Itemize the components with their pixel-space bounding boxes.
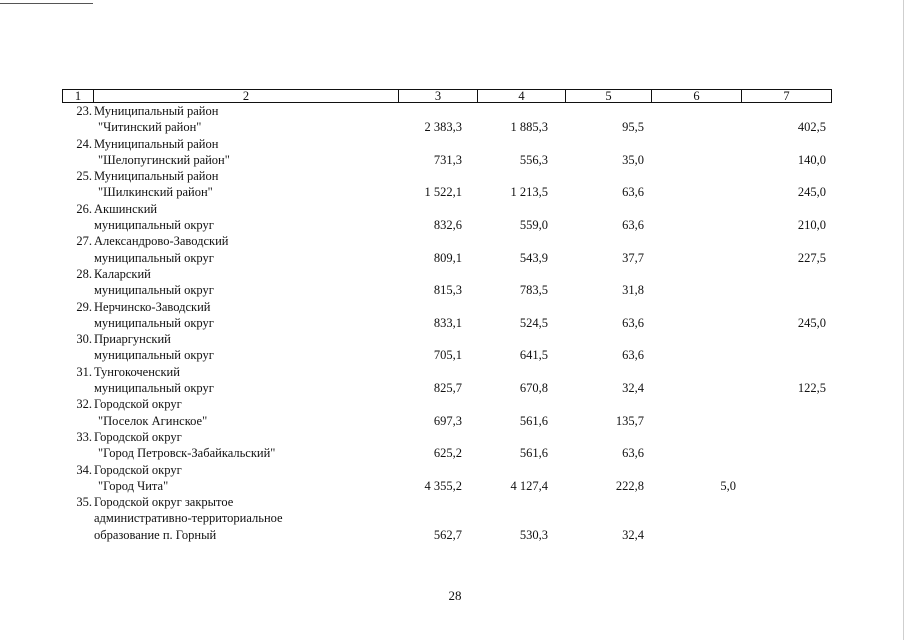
cell-col-3: 825,7 xyxy=(433,381,462,396)
row-name-line1: Городской округ xyxy=(94,429,182,444)
cell-col-7: 210,0 xyxy=(797,218,826,233)
row-number: 32. xyxy=(76,397,92,412)
cell-col-4: 561,6 xyxy=(519,413,548,428)
page-edge xyxy=(903,0,904,640)
row-name-line2: муниципальный округ xyxy=(94,250,214,265)
header-col-7: 7 xyxy=(741,90,831,102)
cell-col-4: 556,3 xyxy=(519,152,548,167)
row-name-line1: Приаргунский xyxy=(94,332,171,347)
header-col-6: 6 xyxy=(651,90,741,102)
cell-col-5: 63,6 xyxy=(622,315,644,330)
row-number: 33. xyxy=(76,429,92,444)
cell-col-3: 2 383,3 xyxy=(424,120,462,135)
table-row xyxy=(62,201,832,234)
row-number: 25. xyxy=(76,169,92,184)
table-row xyxy=(62,331,832,364)
row-name-line1: Городской округ xyxy=(94,397,182,412)
table-row xyxy=(62,266,832,299)
cell-col-4: 783,5 xyxy=(519,283,548,298)
budget-table xyxy=(62,89,832,543)
table-row xyxy=(62,462,832,495)
cell-col-5: 63,6 xyxy=(622,185,644,200)
cell-col-3: 562,7 xyxy=(433,527,462,542)
table-row xyxy=(62,299,832,332)
cell-col-3: 833,1 xyxy=(433,315,462,330)
page-number: 28 xyxy=(448,588,462,603)
row-name-line2: муниципальный округ xyxy=(94,283,214,298)
row-number: 35. xyxy=(76,495,92,510)
row-name-line2: муниципальный округ xyxy=(94,381,214,396)
row-name-line2: административно-территориальное xyxy=(94,511,283,526)
table-row xyxy=(62,429,832,462)
row-name-line1: Акшинский xyxy=(94,201,158,216)
cell-col-4: 559,0 xyxy=(519,218,548,233)
cell-col-7: 122,5 xyxy=(797,381,826,396)
row-name-line2: "Город Чита" xyxy=(98,478,169,493)
cell-col-4: 543,9 xyxy=(519,250,548,265)
row-name-line2: "Шелопугинский район" xyxy=(98,152,230,167)
cell-col-5: 37,7 xyxy=(622,250,644,265)
table-row xyxy=(62,168,832,201)
header-col-1: 1 xyxy=(74,89,82,103)
row-number: 28. xyxy=(76,266,92,281)
cell-col-7: 245,0 xyxy=(797,185,826,200)
table-row xyxy=(62,233,832,266)
row-number: 24. xyxy=(76,136,92,151)
row-name-line2: муниципальный округ xyxy=(94,218,214,233)
row-name-line1: Муниципальный район xyxy=(94,104,219,118)
cell-col-7: 140,0 xyxy=(797,152,826,167)
header-col-5: 5 xyxy=(565,90,651,102)
row-name-line2: муниципальный округ xyxy=(94,315,214,330)
row-name-line2: "Читинский район" xyxy=(98,120,202,135)
cell-col-5: 222,8 xyxy=(615,478,644,493)
row-name-line1: Муниципальный район xyxy=(94,169,219,184)
row-name-line3: образование п. Горный xyxy=(94,527,217,542)
table-body xyxy=(62,103,832,543)
top-rule xyxy=(0,3,93,4)
row-name-line1: Муниципальный район xyxy=(94,136,219,151)
row-number: 29. xyxy=(76,299,92,314)
cell-col-7: 402,5 xyxy=(797,120,826,135)
row-number: 23. xyxy=(76,104,92,118)
row-name-line2: "Город Петровск-Забайкальский" xyxy=(98,446,276,461)
cell-col-5: 63,6 xyxy=(622,446,644,461)
row-number: 31. xyxy=(76,364,92,379)
cell-col-4: 670,8 xyxy=(519,381,548,396)
cell-col-7: 227,5 xyxy=(797,250,826,265)
header-col-2: 2 xyxy=(93,90,398,102)
row-name-line1: Каларский xyxy=(94,266,151,281)
cell-col-4: 1 885,3 xyxy=(510,120,548,135)
cell-col-3: 4 355,2 xyxy=(424,478,462,493)
row-number: 26. xyxy=(76,201,92,216)
row-name-line2: муниципальный округ xyxy=(94,348,214,363)
row-name-line1: Тунгокоченский xyxy=(94,364,180,379)
table-row xyxy=(62,136,832,169)
cell-col-4: 1 213,5 xyxy=(510,185,548,200)
table-row xyxy=(62,364,832,397)
cell-col-3: 815,3 xyxy=(433,283,462,298)
cell-col-4: 4 127,4 xyxy=(510,478,548,493)
cell-col-4: 530,3 xyxy=(519,527,548,542)
header-col-3: 3 xyxy=(398,90,477,102)
cell-col-5: 63,6 xyxy=(622,218,644,233)
cell-col-3: 697,3 xyxy=(433,413,462,428)
cell-col-4: 641,5 xyxy=(519,348,548,363)
cell-col-5: 31,8 xyxy=(622,283,644,298)
cell-col-7: 245,0 xyxy=(797,315,826,330)
row-name-line2: "Поселок Агинское" xyxy=(98,413,208,428)
table-row xyxy=(62,494,832,543)
cell-col-3: 809,1 xyxy=(433,250,462,265)
cell-col-5: 35,0 xyxy=(622,152,644,167)
table-header xyxy=(62,89,832,103)
row-number: 34. xyxy=(76,462,92,477)
cell-col-4: 561,6 xyxy=(519,446,548,461)
header-col-4: 4 xyxy=(477,90,565,102)
cell-col-5: 32,4 xyxy=(622,381,644,396)
row-name-line1: Нерчинско-Заводский xyxy=(94,299,211,314)
cell-col-3: 625,2 xyxy=(433,446,462,461)
cell-col-5: 95,5 xyxy=(622,120,644,135)
table-row xyxy=(62,103,832,136)
cell-col-5: 32,4 xyxy=(622,527,644,542)
row-number: 30. xyxy=(76,332,92,347)
cell-col-3: 705,1 xyxy=(433,348,462,363)
cell-col-6: 5,0 xyxy=(720,478,736,493)
row-name-line2: "Шилкинский район" xyxy=(98,185,213,200)
row-number: 27. xyxy=(76,234,92,249)
table-row xyxy=(62,396,832,429)
row-name-line1: Александрово-Заводский xyxy=(94,234,229,249)
cell-col-3: 731,3 xyxy=(433,152,462,167)
cell-col-5: 63,6 xyxy=(622,348,644,363)
cell-col-4: 524,5 xyxy=(519,315,548,330)
cell-col-3: 832,6 xyxy=(433,218,462,233)
cell-col-5: 135,7 xyxy=(615,413,644,428)
row-name-line1: Городской округ xyxy=(94,462,182,477)
cell-col-3: 1 522,1 xyxy=(424,185,462,200)
row-name-line1: Городской округ закрытое xyxy=(94,495,234,510)
